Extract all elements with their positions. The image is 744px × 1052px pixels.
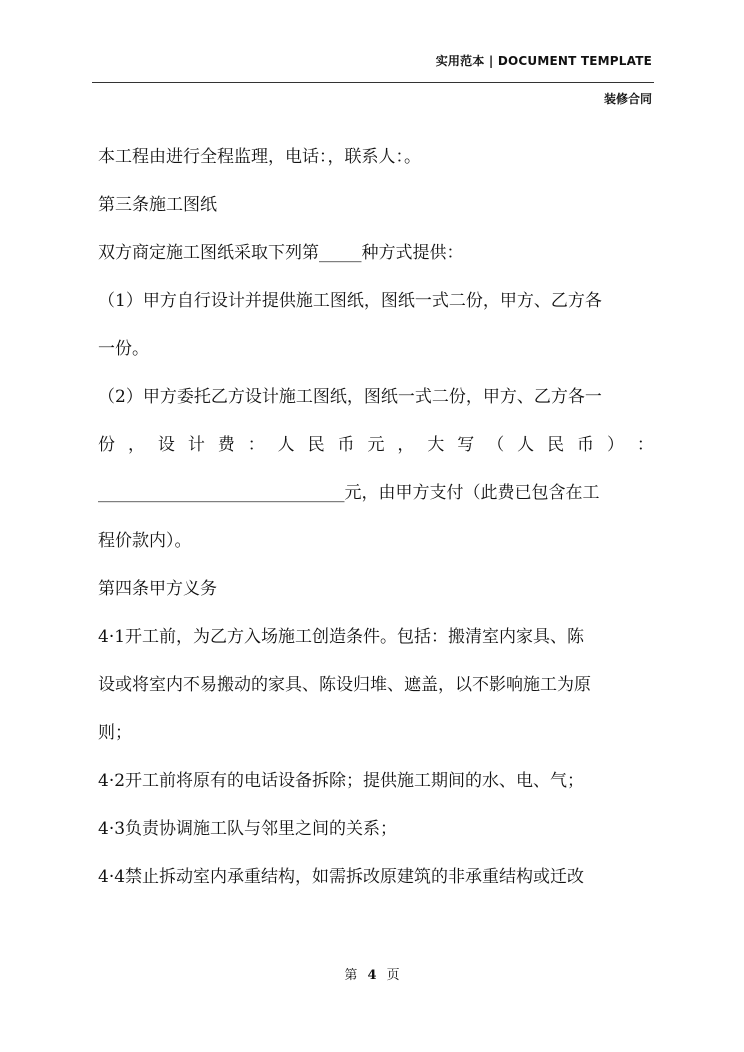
justified-char: ） xyxy=(606,435,624,455)
justified-char: 设 xyxy=(157,435,175,455)
page-number: 4 xyxy=(367,968,377,983)
page-suffix: 页 xyxy=(386,968,400,983)
text-line: 设或将室内不易搬动的家具、陈设归堆、遮盖，以不影响施工为原 xyxy=(98,675,591,695)
text-line-justified xyxy=(98,428,654,476)
document-subtitle: 装修合同 xyxy=(603,92,652,106)
justified-char: 写 xyxy=(457,435,475,455)
page-prefix: 第 xyxy=(344,968,358,983)
header-title: 实用范本 | DOCUMENT TEMPLATE xyxy=(435,54,652,68)
justified-char: 民 xyxy=(307,435,325,455)
justified-char: ， xyxy=(127,435,145,455)
section-heading: 第四条甲方义务 xyxy=(98,579,217,599)
justified-char: ， xyxy=(397,435,415,455)
justified-char: ： xyxy=(247,435,265,455)
justified-char: （ xyxy=(487,435,505,455)
justified-char: 民 xyxy=(547,435,565,455)
justified-char: ： xyxy=(636,435,654,455)
page-footer xyxy=(0,964,744,983)
document-body xyxy=(98,140,654,908)
text-line: 4·2开工前将原有的电话设备拆除；提供施工期间的水、电、气； xyxy=(98,771,585,791)
justified-char: 计 xyxy=(187,435,205,455)
justified-char: 费 xyxy=(217,435,235,455)
justified-char: 人 xyxy=(517,435,535,455)
text-line: _____________________________元，由甲方支付（此费已包含在工 xyxy=(98,483,600,503)
text-line: 一份。 xyxy=(98,339,149,359)
text-line: 4·4禁止拆动室内承重结构，如需拆改原建筑的非承重结构或迁改 xyxy=(98,867,585,887)
justified-char: 人 xyxy=(277,435,295,455)
text-line: 程价款内）。 xyxy=(98,531,192,551)
text-line: 4·3负责协调施工队与邻里之间的关系； xyxy=(98,819,398,839)
text-line: 本工程由进行全程监理，电话：，联系人：。 xyxy=(98,147,421,167)
text-line: 双方商定施工图纸采取下列第_____种方式提供： xyxy=(98,243,464,263)
text-line: 4·1开工前，为乙方入场施工创造条件。包括：搬清室内家具、陈 xyxy=(98,627,585,647)
justified-char: 元 xyxy=(367,435,385,455)
justified-char: 份 xyxy=(98,435,115,455)
justified-char: 大 xyxy=(427,435,445,455)
text-line: （1）甲方自行设计并提供施工图纸，图纸一式二份，甲方、乙方各 xyxy=(98,291,602,311)
text-line: 则； xyxy=(98,723,132,743)
justified-char: 币 xyxy=(577,435,594,455)
justified-char: 币 xyxy=(337,435,355,455)
text-line: （2）甲方委托乙方设计施工图纸，图纸一式二份，甲方、乙方各一 xyxy=(98,387,602,407)
header-divider xyxy=(92,82,654,83)
section-heading: 第三条施工图纸 xyxy=(98,195,217,215)
